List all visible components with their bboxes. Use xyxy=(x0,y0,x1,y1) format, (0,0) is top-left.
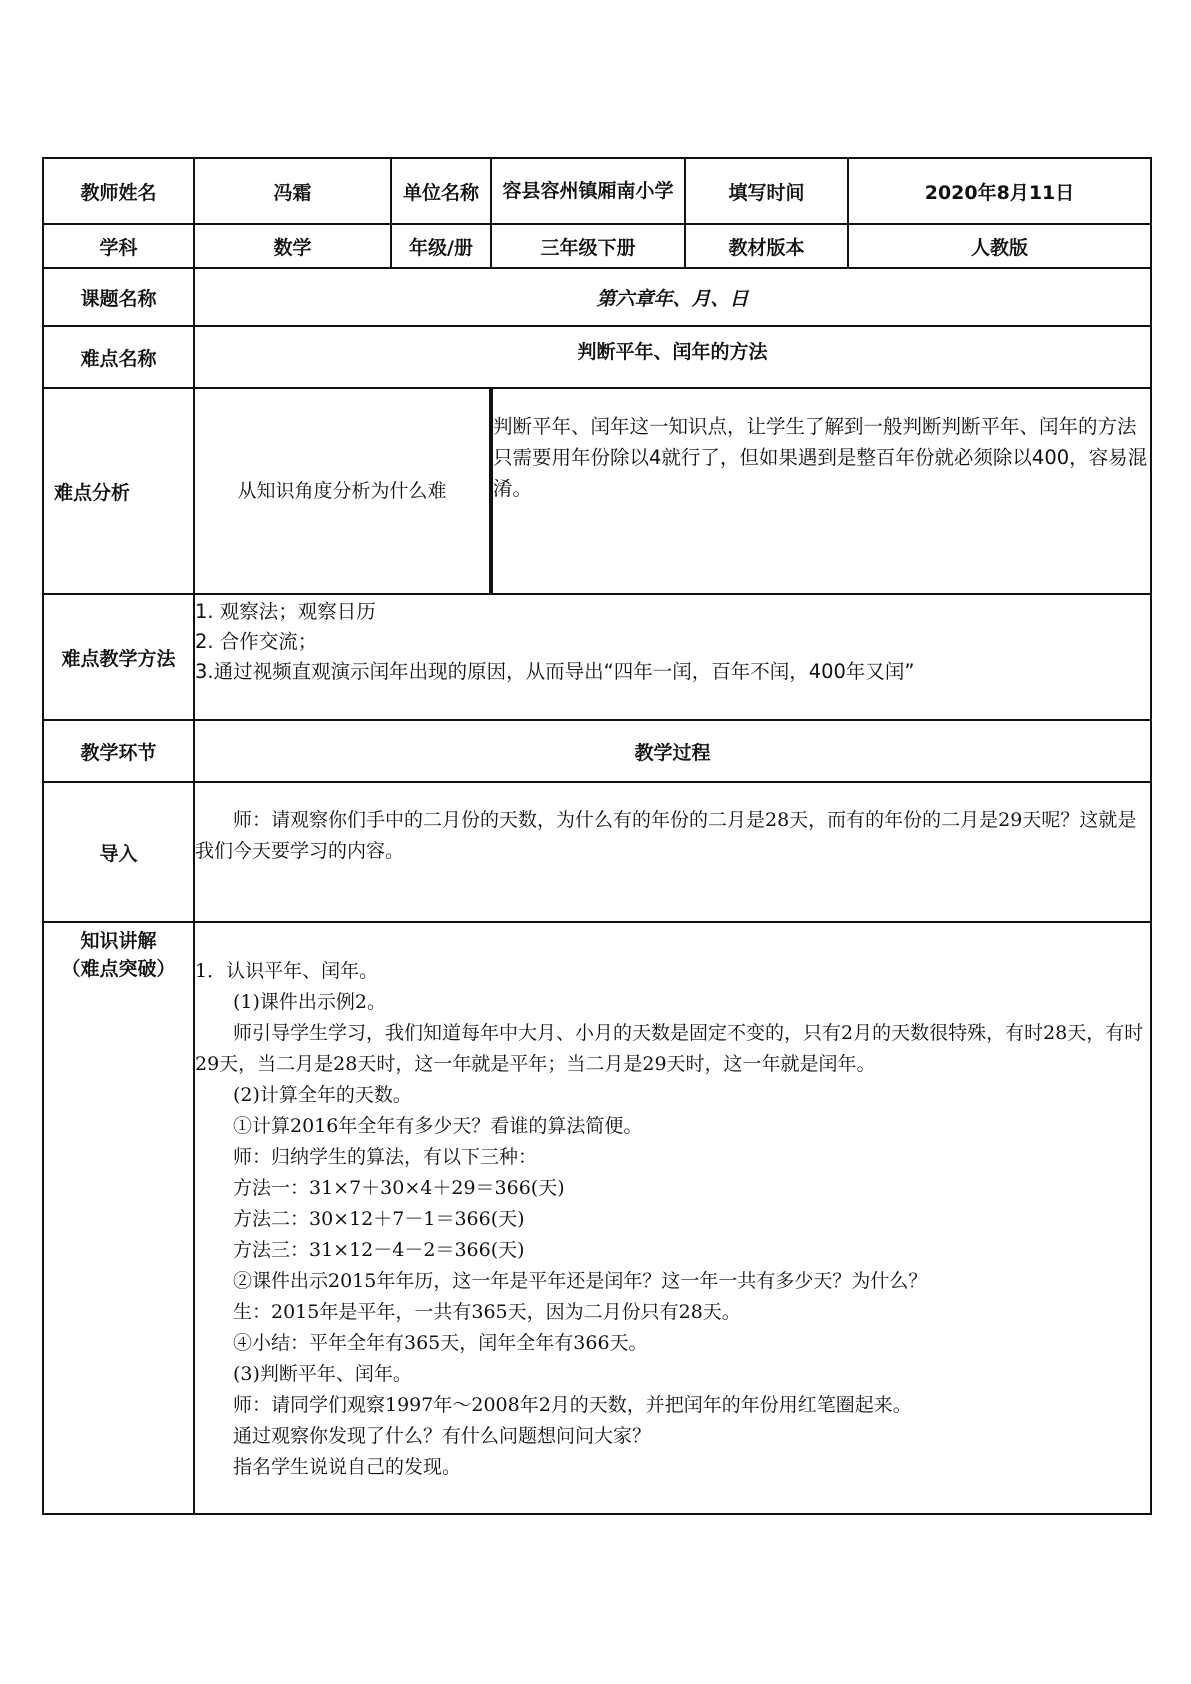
method-item: 1. 观察法；观察日历 xyxy=(195,600,376,623)
teacher-label: 教师姓名 xyxy=(43,158,194,224)
topic-row xyxy=(43,268,1151,326)
date-value: 2020年8月11日 xyxy=(848,158,1151,224)
lecture-line: 方法三：31×12－4－2＝366(天) xyxy=(233,1239,525,1261)
methods-row xyxy=(43,594,1151,720)
lecture-label-cell xyxy=(43,922,194,1514)
stage-label: 教学环节 xyxy=(43,720,194,782)
analysis-label: 难点分析 xyxy=(43,388,194,594)
intro-label: 导入 xyxy=(43,782,194,922)
lecture-line: (2)计算全年的天数。 xyxy=(233,1084,412,1106)
method-item: 2. 合作交流； xyxy=(195,630,318,653)
edition-value: 人教版 xyxy=(848,224,1151,268)
lecture-body xyxy=(194,922,1151,1514)
methods-label: 难点教学方法 xyxy=(43,594,194,720)
lecture-line: ④小结：平年全年有365天，闰年全年有366天。 xyxy=(233,1332,648,1354)
lecture-line: 方法二：30×12＋7－1＝366(天) xyxy=(233,1208,525,1230)
grade-label: 年级/册 xyxy=(391,224,491,268)
topic-value: 第六章年、月、日 xyxy=(194,268,1151,326)
info-row-2 xyxy=(43,224,1151,268)
lecture-line: (3)判断平年、闰年。 xyxy=(233,1363,412,1385)
lecture-row xyxy=(43,922,1151,1514)
lecture-line: 方法一：31×7＋30×4＋29＝366(天) xyxy=(233,1177,565,1199)
analysis-sub-label: 从知识角度分析为什么难 xyxy=(194,388,491,594)
methods-list xyxy=(194,594,1151,720)
lecture-line: 1．认识平年、闰年。 xyxy=(195,960,379,982)
lecture-line: 指名学生说说自己的发现。 xyxy=(233,1456,462,1478)
grade-value: 三年级下册 xyxy=(491,224,685,268)
lecture-line: ②课件出示2015年年历，这一年是平年还是闰年？这一年一共有多少天？为什么？ xyxy=(233,1270,928,1292)
lecture-line: 通过观察你发现了什么？有什么问题想问问大家？ xyxy=(233,1425,652,1447)
difficulty-row xyxy=(43,326,1151,388)
teacher-value: 冯霜 xyxy=(194,158,391,224)
difficulty-value: 判断平年、闰年的方法 xyxy=(194,326,1151,388)
unit-label: 单位名称 xyxy=(391,158,491,224)
process-header-row xyxy=(43,720,1151,782)
edition-label: 教材版本 xyxy=(685,224,848,268)
method-item: 3.通过视频直观演示闰年出现的原因，从而导出“四年一闰，百年不闰，400年又闰” xyxy=(195,660,915,683)
lecture-line: 师引导学生学习，我们知道每年中大月、小月的天数是固定不变的，只有2月的天数很特殊，有时28天，有时29天，当二月是28天时，这一年就是平年；当二月是29天时，这一年就是闰年。 xyxy=(195,1022,1144,1075)
lecture-label-line2: （难点突破） xyxy=(61,958,176,980)
lecture-line: (1)课件出示例2。 xyxy=(233,991,387,1013)
info-row-1 xyxy=(43,158,1151,224)
process-label: 教学过程 xyxy=(194,720,1151,782)
subject-label: 学科 xyxy=(43,224,194,268)
unit-value: 容县容州镇厢南小学 xyxy=(491,158,685,224)
lesson-plan-table xyxy=(42,157,1152,1515)
lecture-line: ①计算2016年全年有多少天？看谁的算法简便。 xyxy=(233,1115,643,1137)
difficulty-label: 难点名称 xyxy=(43,326,194,388)
analysis-text: 判断平年、闰年这一知识点，让学生了解到一般判断判断平年、闰年的方法只需要用年份除以4就行了，但如果遇到是整百年份就必须除以400，容易混淆。 xyxy=(491,388,1151,594)
lecture-line: 师：请同学们观察1997年～2008年2月的天数，并把闰年的年份用红笔圈起来。 xyxy=(233,1394,912,1416)
intro-text: 师：请观察你们手中的二月份的天数，为什么有的年份的二月是28天，而有的年份的二月是29天呢？这就是我们今天要学习的内容。 xyxy=(194,782,1151,922)
lecture-line: 生：2015年是平年，一共有365天，因为二月份只有28天。 xyxy=(233,1301,741,1323)
lecture-label-line1: 知识讲解 xyxy=(80,930,157,952)
subject-value: 数学 xyxy=(194,224,391,268)
lecture-line: 师：归纳学生的算法，有以下三种： xyxy=(233,1146,538,1168)
intro-row xyxy=(43,782,1151,922)
topic-label: 课题名称 xyxy=(43,268,194,326)
date-label: 填写时间 xyxy=(685,158,848,224)
analysis-row xyxy=(43,388,1151,594)
